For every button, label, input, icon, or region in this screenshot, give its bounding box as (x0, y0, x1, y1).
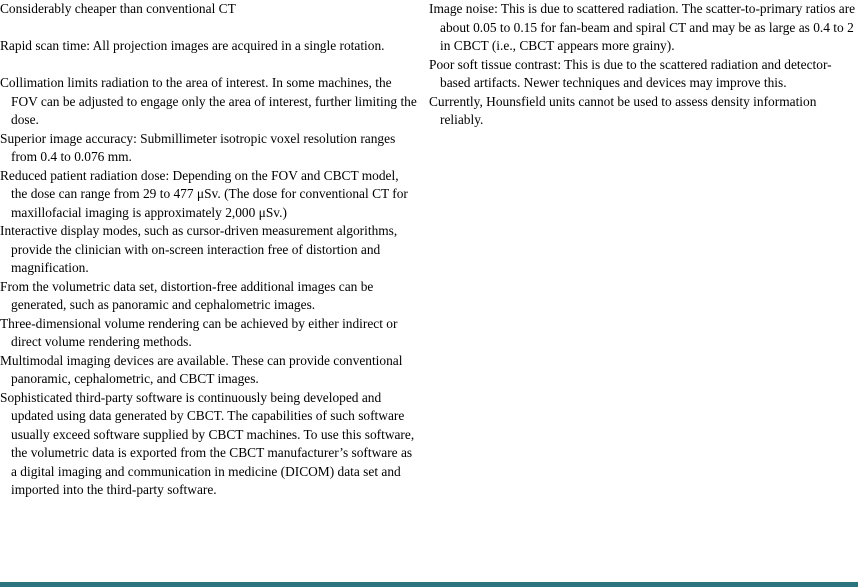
advantage-item: Sophisticated third-party software is continuously being developed and updated using data generated by CBCT. The capabilities of such software usually exceed software supplied by CBCT machines. To use this software, the volumetric data is exported from the CBCT manufacturer’s software as a digital imaging and communication in medicine (DICOM) data set and imported into the third-party software. (0, 389, 415, 497)
limitation-item: Currently, Hounsfield units cannot be used to assess density information reliably. (429, 93, 817, 127)
advantage-item: Rapid scan time: All projection images are acquired in a single rotation. (0, 38, 385, 53)
advantage-item: Superior image accuracy: Submillimeter isotropic voxel resolution ranges from 0.4 to 0.076 mm. (0, 130, 396, 164)
advantage-item: Reduced patient radiation dose: Depending on the FOV and CBCT model, the dose can range from 29 to 477 μSv. (The dose for conventional CT for maxillofacial imaging is approximately 2,000 μSv.) (0, 167, 408, 220)
table-bottom-rule (0, 582, 858, 587)
advantage-item: Three-dimensional volume rendering can be achieved by either indirect or direct volume rendering methods. (0, 315, 398, 349)
advantage-item: Considerably cheaper than conventional CT (0, 1, 236, 16)
advantage-item: Multimodal imaging devices are available. These can provide conventional panoramic, cephalometric, and CBCT images. (0, 352, 403, 386)
limitation-item: Poor soft tissue contrast: This is due to the scattered radiation and detector-based artifacts. Newer techniques and devices may improve this. (429, 56, 832, 90)
limitation-item: Image noise: This is due to scattered radiation. The scatter-to-primary ratios are about 0.05 to 0.15 for fan-beam and spiral CT and may be as large as 0.4 to 2 in CBCT (i.e., CBCT appears more grainy). (429, 1, 856, 53)
advantage-item: Collimation limits radiation to the area of interest. In some machines, the FOV can be adjusted to engage only the area of interest, further limiting the dose. (0, 75, 417, 127)
advantage-item: From the volumetric data set, distortion-free additional images can be generated, such as panoramic and cephalometric images. (0, 278, 374, 312)
advantage-item: Interactive display modes, such as cursor-driven measurement algorithms, provide the clinician with on-screen interaction free of distortion and magnification. (0, 223, 398, 275)
advantages-column (0, 0, 418, 500)
limitations-column (429, 0, 856, 130)
